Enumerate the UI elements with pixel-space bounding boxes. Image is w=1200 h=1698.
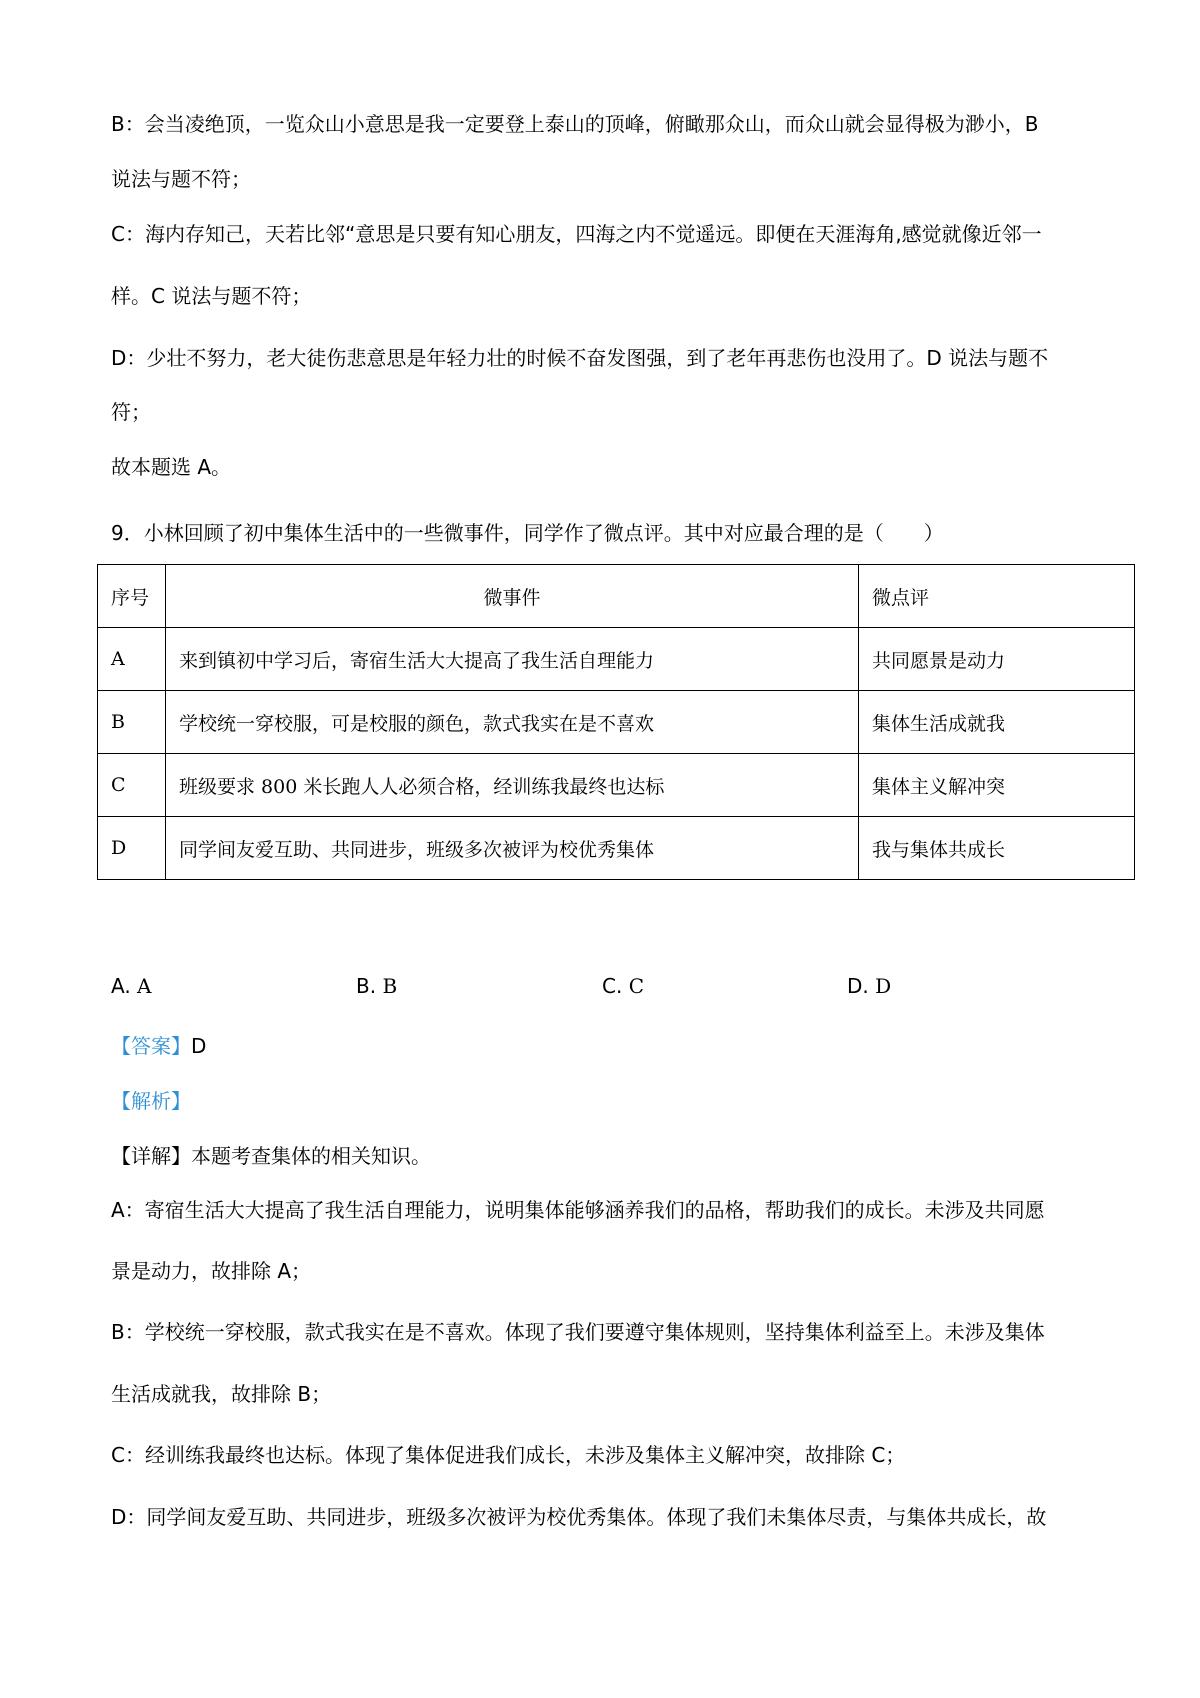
table-cell-id: A: [98, 628, 166, 691]
question-9: 9．小林回顾了初中集体生活中的一些微事件，同学作了微点评。其中对应最合理的是（ ）: [111, 521, 944, 545]
option-d: [847, 972, 891, 1001]
table-row: [98, 691, 1135, 754]
conclusion-line: 故本题选 A。: [111, 455, 232, 479]
table-header-row: [98, 565, 1135, 628]
table-cell-id: C: [98, 754, 166, 817]
table-row: [98, 628, 1135, 691]
option-a: [111, 972, 152, 1001]
option-label: B.: [356, 974, 383, 998]
option-text: D: [875, 974, 892, 998]
table-cell-event: 学校统一穿校服，可是校服的颜色，款式我实在是不喜欢: [166, 691, 859, 754]
analysis-line-b-cont: 生活成就我，故排除 B；: [111, 1382, 332, 1406]
table-header-cell: 微点评: [859, 565, 1135, 628]
option-label: A.: [111, 974, 138, 998]
table-cell-comment: 我与集体共成长: [859, 817, 1135, 880]
table-cell-event: 班级要求 800 米长跑人人必须合格，经训练我最终也达标: [166, 754, 859, 817]
option-c: [602, 972, 644, 1001]
analysis-line-d: D：同学间友爱互助、共同进步，班级多次被评为校优秀集体。体现了我们未集体尽责，与集体共成长，故: [111, 1505, 1047, 1529]
explanation-line-d-cont: 符；: [111, 400, 151, 424]
option-text: A: [137, 974, 152, 998]
answer-tag: 【答案】: [111, 1034, 191, 1058]
explanation-line-c-cont: 样。C 说法与题不符；: [111, 284, 312, 308]
analysis-line-b: B：学校统一穿校服，款式我实在是不喜欢。体现了我们要遵守集体规则，坚持集体利益至上。未涉及集体: [111, 1320, 1045, 1344]
table-cell-event: 来到镇初中学习后，寄宿生活大大提高了我生活自理能力: [166, 628, 859, 691]
option-b: [356, 972, 397, 1001]
analysis-line-a-cont: 景是动力，故排除 A；: [111, 1259, 312, 1283]
table-cell-comment: 集体生活成就我: [859, 691, 1135, 754]
analysis-line-c: C：经训练我最终也达标。体现了集体促进我们成长，未涉及集体主义解冲突，故排除 C；: [111, 1443, 906, 1467]
table-row: [98, 754, 1135, 817]
table-cell-id: D: [98, 817, 166, 880]
table-cell-event: 同学间友爱互助、共同进步，班级多次被评为校优秀集体: [166, 817, 859, 880]
analysis-line-a: A：寄宿生活大大提高了我生活自理能力，说明集体能够涵养我们的品格，帮助我们的成长。未涉及共同愿: [111, 1198, 1045, 1222]
option-label: D.: [847, 974, 876, 998]
analysis-tag: 【解析】: [111, 1089, 191, 1113]
explanation-line-b-cont: 说法与题不符；: [111, 167, 251, 191]
table-cell-id: B: [98, 691, 166, 754]
option-text: B: [382, 974, 398, 998]
detail-heading: 【详解】本题考查集体的相关知识。: [111, 1144, 431, 1168]
table-cell-comment: 共同愿景是动力: [859, 628, 1135, 691]
explanation-line-c: C：海内存知己，天若比邻“意思是只要有知心朋友，四海之内不觉遥远。即便在天涯海角,感觉就像近邻一: [111, 222, 1042, 246]
explanation-line-b: B：会当凌绝顶，一览众山小意思是我一定要登上泰山的顶峰，俯瞰那众山，而众山就会显得极为渺小，B: [111, 112, 1039, 136]
table-header-cell: 序号: [98, 565, 166, 628]
explanation-line-d: D：少壮不努力，老大徒伤悲意思是年轻力壮的时候不奋发图强，到了老年再悲伤也没用了。D 说法与题不: [111, 346, 1049, 370]
table-cell-comment: 集体主义解冲突: [859, 754, 1135, 817]
option-label: C.: [602, 974, 629, 998]
answer-line: [111, 1032, 206, 1060]
table-row: [98, 817, 1135, 880]
option-text: C: [628, 974, 644, 998]
micro-events-table: [97, 564, 1135, 880]
table-header-cell: 微事件: [166, 565, 859, 628]
answer-value: D: [191, 1034, 207, 1058]
